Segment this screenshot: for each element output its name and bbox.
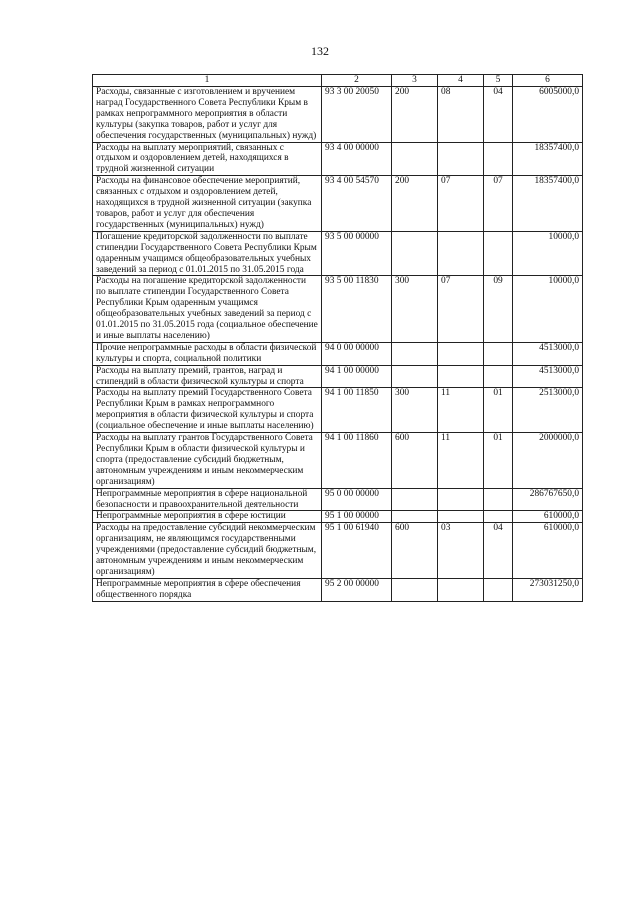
table-row	[93, 176, 583, 232]
table-row	[93, 578, 583, 601]
target-code-cell: 93 3 00 20050	[322, 87, 392, 143]
table-row	[93, 365, 583, 388]
expense-name-cell: Расходы, связанные с изготовлением и вручением наград Государственного Совета Республики Крым в рамках непрограммного мероприятия в области культуры (закупка товаров, работ и услуг для обеспечения государственных (муниципальных) нужд)	[93, 87, 322, 143]
section-cell	[438, 578, 484, 601]
expense-name-cell: Расходы на финансовое обеспечение мероприятий, связанных с отдыхом и оздоровлением детей, находящихся в трудной жизненной ситуации (закупка товаров, работ и услуг для обеспечения государственных (муниципальных) нужд)	[93, 176, 322, 232]
expense-type-cell: 300	[392, 388, 438, 433]
section-cell	[438, 342, 484, 365]
amount-cell: 6005000,0	[513, 87, 583, 143]
expense-name-cell: Расходы на погашение кредиторской задолженности по выплате стипендии Государственного Совета Республики Крым одаренным учащимся общеобразовательных учебных заведений за период с 01.01.2015 по 31.05.2015 года (социальное обеспечение и иные выплаты населению)	[93, 276, 322, 342]
amount-cell: 2513000,0	[513, 388, 583, 433]
expense-name-cell: Расходы на выплату премий, грантов, наград и стипендий в области физической культуры и спорта	[93, 365, 322, 388]
subsection-cell	[484, 578, 513, 601]
section-cell	[438, 231, 484, 276]
column-header: 3	[392, 75, 438, 87]
section-cell	[438, 488, 484, 511]
expense-type-cell	[392, 142, 438, 176]
expense-name-cell: Расходы на выплату премий Государственного Совета Республики Крым в рамках непрограммного мероприятия в области физической культуры и спорта (социальное обеспечение и иные выплаты населению)	[93, 388, 322, 433]
section-cell: 07	[438, 276, 484, 342]
subsection-cell	[484, 488, 513, 511]
expense-name-cell: Расходы на предоставление субсидий некоммерческим организациям, не являющимся государственными учреждениями (предоставление субсидий бюджетным, автономным учреждениям и иным некоммерческим организациям)	[93, 523, 322, 579]
target-code-cell: 95 0 00 00000	[322, 488, 392, 511]
expense-type-cell: 600	[392, 433, 438, 489]
section-cell	[438, 142, 484, 176]
table-body	[93, 87, 583, 602]
expense-name-cell: Непрограммные мероприятия в сфере национальной безопасности и правоохранительной деятельности	[93, 488, 322, 511]
column-header: 1	[93, 75, 322, 87]
target-code-cell: 94 0 00 00000	[322, 342, 392, 365]
amount-cell: 10000,0	[513, 276, 583, 342]
subsection-cell: 04	[484, 87, 513, 143]
target-code-cell: 93 4 00 00000	[322, 142, 392, 176]
section-cell: 08	[438, 87, 484, 143]
section-cell: 11	[438, 388, 484, 433]
section-cell: 11	[438, 433, 484, 489]
amount-cell: 18357400,0	[513, 176, 583, 232]
section-cell	[438, 511, 484, 523]
table-row	[93, 142, 583, 176]
subsection-cell: 07	[484, 176, 513, 232]
expense-name-cell: Расходы на выплату грантов Государственного Совета Республики Крым в области физической культуры и спорта (предоставление субсидий бюджетным, автономным учреждениям и иным некоммерческим организациям)	[93, 433, 322, 489]
section-cell: 03	[438, 523, 484, 579]
expense-type-cell: 200	[392, 176, 438, 232]
target-code-cell: 93 5 00 11830	[322, 276, 392, 342]
amount-cell: 10000,0	[513, 231, 583, 276]
expense-type-cell: 300	[392, 276, 438, 342]
budget-table	[92, 74, 583, 602]
expense-name-cell: Непрограммные мероприятия в сфере юстиции	[93, 511, 322, 523]
section-cell: 07	[438, 176, 484, 232]
expense-name-cell: Погашение кредиторской задолженности по выплате стипендии Государственного Совета Республики Крым одаренным учащимся общеобразовательных учебных заведений за период с 01.01.2015 по 31.05.2015 года	[93, 231, 322, 276]
subsection-cell: 01	[484, 433, 513, 489]
amount-cell: 610000,0	[513, 523, 583, 579]
amount-cell: 286767650,0	[513, 488, 583, 511]
amount-cell: 4513000,0	[513, 365, 583, 388]
page-number: 132	[311, 44, 329, 58]
table-row	[93, 388, 583, 433]
amount-cell: 273031250,0	[513, 578, 583, 601]
table-row	[93, 276, 583, 342]
subsection-cell	[484, 511, 513, 523]
subsection-cell	[484, 342, 513, 365]
expense-type-cell	[392, 231, 438, 276]
subsection-cell	[484, 365, 513, 388]
table-row	[93, 433, 583, 489]
table-row	[93, 87, 583, 143]
expense-name-cell: Прочие непрограммные расходы в области физической культуры и спорта, социальной политики	[93, 342, 322, 365]
table-row	[93, 231, 583, 276]
target-code-cell: 93 5 00 00000	[322, 231, 392, 276]
target-code-cell: 94 1 00 00000	[322, 365, 392, 388]
expense-type-cell	[392, 511, 438, 523]
expense-name-cell: Расходы на выплату мероприятий, связанных с отдыхом и оздоровлением детей, находящихся в трудной жизненной ситуации	[93, 142, 322, 176]
target-code-cell: 94 1 00 11860	[322, 433, 392, 489]
amount-cell: 4513000,0	[513, 342, 583, 365]
expense-type-cell: 200	[392, 87, 438, 143]
table-header-row	[93, 75, 583, 87]
table-row	[93, 511, 583, 523]
column-header: 2	[322, 75, 392, 87]
amount-cell: 610000,0	[513, 511, 583, 523]
subsection-cell: 09	[484, 276, 513, 342]
column-header: 6	[513, 75, 583, 87]
target-code-cell: 93 4 00 54570	[322, 176, 392, 232]
target-code-cell: 95 2 00 00000	[322, 578, 392, 601]
target-code-cell: 95 1 00 61940	[322, 523, 392, 579]
column-header: 4	[438, 75, 484, 87]
expense-type-cell	[392, 342, 438, 365]
expense-name-cell: Непрограммные мероприятия в сфере обеспечения общественного порядка	[93, 578, 322, 601]
amount-cell: 2000000,0	[513, 433, 583, 489]
column-header: 5	[484, 75, 513, 87]
expense-type-cell	[392, 578, 438, 601]
subsection-cell	[484, 231, 513, 276]
subsection-cell	[484, 142, 513, 176]
table-row	[93, 523, 583, 579]
table-row	[93, 342, 583, 365]
expense-type-cell: 600	[392, 523, 438, 579]
table-row	[93, 488, 583, 511]
subsection-cell: 01	[484, 388, 513, 433]
section-cell	[438, 365, 484, 388]
amount-cell: 18357400,0	[513, 142, 583, 176]
expense-type-cell	[392, 488, 438, 511]
subsection-cell: 04	[484, 523, 513, 579]
target-code-cell: 95 1 00 00000	[322, 511, 392, 523]
expense-type-cell	[392, 365, 438, 388]
target-code-cell: 94 1 00 11850	[322, 388, 392, 433]
